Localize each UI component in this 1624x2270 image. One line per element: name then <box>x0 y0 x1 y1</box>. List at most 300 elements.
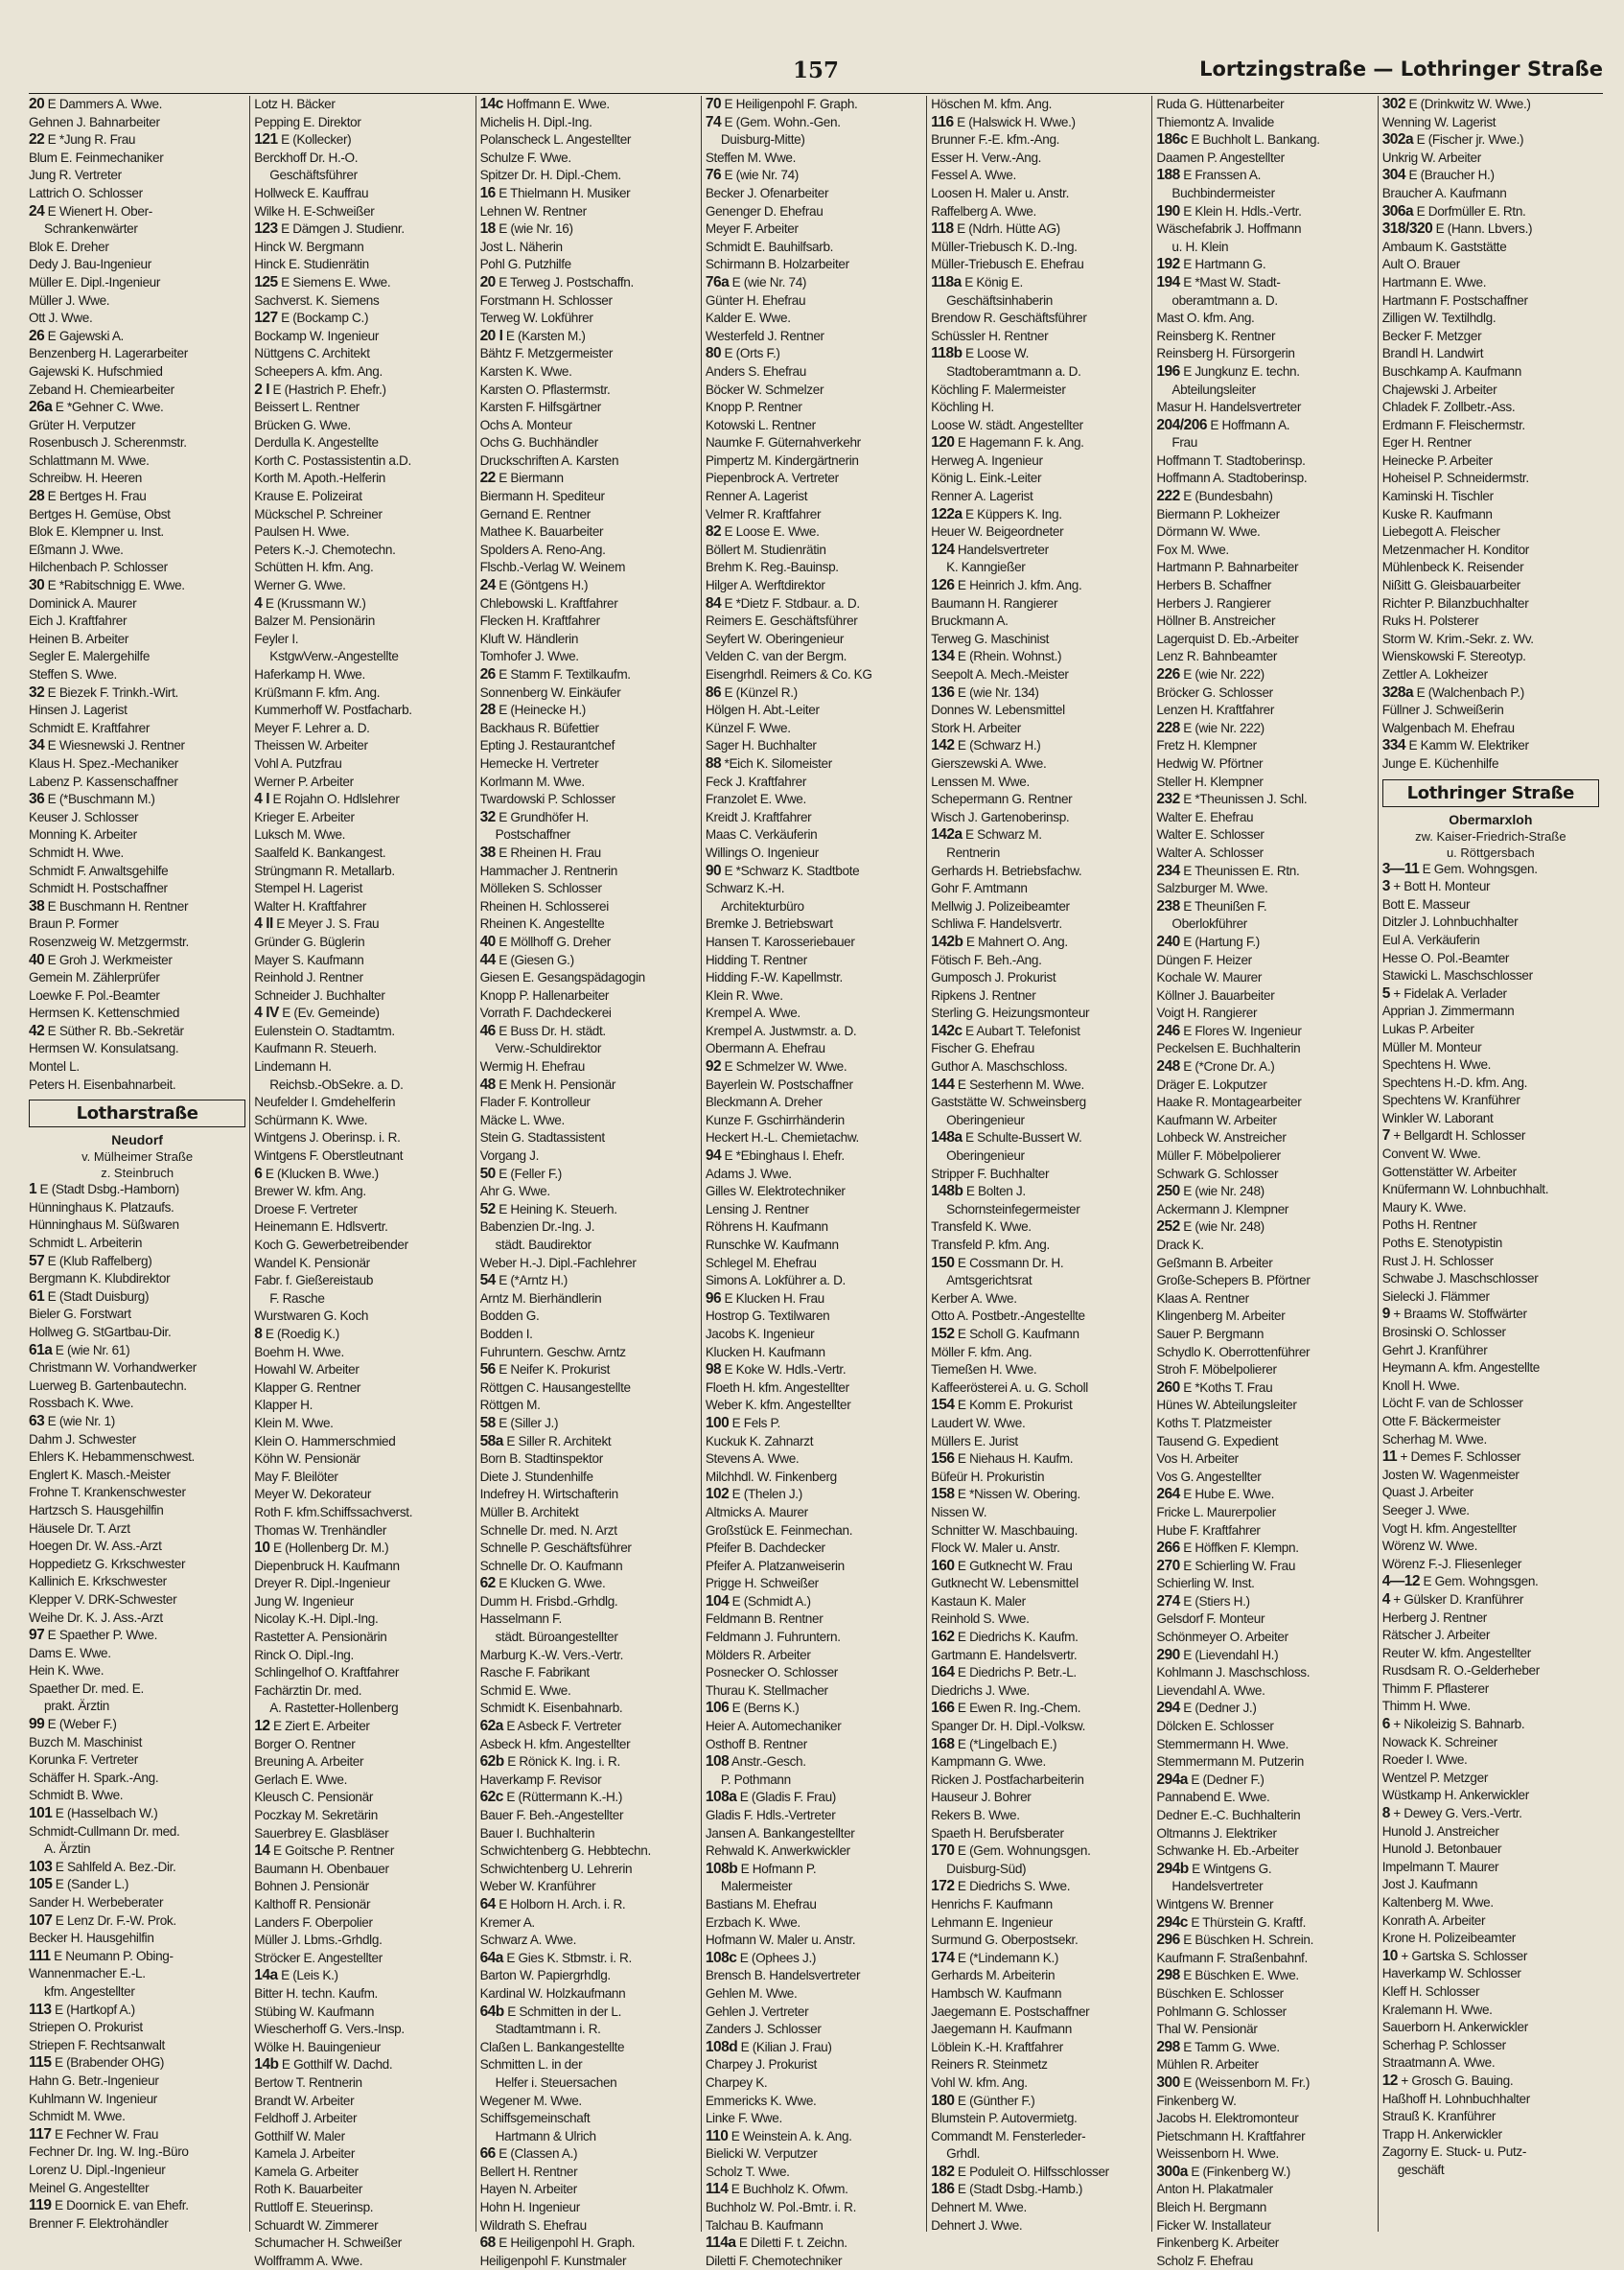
resident-entry <box>706 2021 922 2039</box>
entry-text: E *Ebinghaus I. Ehefr. <box>721 1148 845 1164</box>
entry-text: Lehnen W. Rentner <box>479 203 587 219</box>
entry-text: Hidding F.-W. Kapellmstr. <box>705 970 843 985</box>
resident-entry <box>480 1237 697 1255</box>
house-number: 122a <box>931 505 963 522</box>
entry-text: Hünes W. Abteilungsleiter <box>1156 1398 1297 1413</box>
house-number: 114a <box>705 2235 736 2252</box>
entry-text: Epting J. Restaurantchef <box>479 738 615 753</box>
resident-entry <box>29 1698 245 1716</box>
resident-entry <box>1382 1235 1599 1253</box>
entry-text: Bastians M. Ehefrau <box>705 1896 817 1911</box>
house-number: 180 <box>931 2092 955 2109</box>
directory-column <box>249 96 475 2268</box>
resident-entry <box>480 1522 697 1540</box>
resident-entry <box>706 1255 922 1273</box>
entry-text: Eulenstein O. Stadtamtm. <box>254 1023 395 1038</box>
resident-entry <box>1156 345 1373 363</box>
entry-text: E Biezek F. Trinkh.-Wirt. <box>44 684 178 700</box>
entry-text: Howahl W. Arbeiter <box>254 1362 360 1378</box>
resident-entry <box>480 1129 697 1147</box>
resident-entry <box>1156 1129 1373 1147</box>
entry-text: E (Gem. Wohn.-Gen. <box>721 114 841 129</box>
resident-entry <box>1382 1270 1599 1288</box>
entry-text: Surmund G. Oberpostsekr. <box>931 1933 1079 1948</box>
resident-entry <box>706 1112 922 1130</box>
house-number: 252 <box>1156 1218 1180 1236</box>
resident-entry <box>1156 150 1373 168</box>
entry-text: Weber W. Kranführer <box>479 1879 596 1894</box>
house-number: 119 <box>29 2197 52 2214</box>
resident-entry <box>480 2253 697 2270</box>
resident-entry <box>254 880 471 898</box>
house-number: 64 <box>479 1895 496 1912</box>
entry-text: E Heinrich J. kfm. Ang. <box>954 578 1082 593</box>
entry-text: Brenner F. Elektrohändler <box>29 2215 169 2231</box>
house-number: 142 <box>931 737 955 754</box>
resident-entry <box>706 1629 922 1647</box>
entry-text: Mückschel P. Schreiner <box>254 506 383 521</box>
house-entry <box>29 1342 245 1360</box>
resident-entry <box>254 1040 471 1058</box>
resident-entry <box>480 774 697 792</box>
entry-text: E König E. <box>961 274 1023 290</box>
entry-text: Unkrig W. Arbeiter <box>1381 150 1481 165</box>
entry-text: E Buchholz K. Ofwm. <box>728 2182 848 2197</box>
resident-entry <box>29 1983 245 2002</box>
resident-entry <box>480 1647 697 1665</box>
house-number: 186c <box>1156 131 1188 149</box>
resident-entry <box>480 684 697 703</box>
entry-text: E *Dietz F. Stdbaur. a. D. <box>721 595 860 611</box>
house-entry <box>29 131 245 150</box>
entry-text: Tausend G. Expedient <box>1156 1433 1279 1448</box>
directory-column <box>926 96 1151 2232</box>
house-number: 105 <box>29 1876 53 1893</box>
resident-entry <box>254 1789 471 1807</box>
entry-text: Kalthoff R. Pensionär <box>254 1896 371 1911</box>
house-entry <box>1156 363 1373 382</box>
entry-text: Charpey J. Prokurist <box>705 2057 817 2073</box>
entry-text: Schreibw. H. Heeren <box>29 471 143 486</box>
entry-text: E (Stadt Duisburg) <box>44 1288 150 1304</box>
entry-text: Schmidt F. Anwaltsgehilfe <box>29 863 169 878</box>
entry-text: Rehwald K. Anwerkwickler <box>705 1843 850 1859</box>
resident-entry <box>1382 1395 1599 1413</box>
entry-text: Buzch M. Maschinist <box>29 1734 142 1749</box>
resident-entry <box>706 952 922 970</box>
resident-entry <box>254 2021 471 2039</box>
resident-entry <box>480 755 697 774</box>
house-entry <box>931 826 1148 845</box>
resident-entry <box>706 1842 922 1861</box>
entry-text: E (wie Nr. 74) <box>721 168 799 183</box>
house-number: 12 <box>254 1718 270 1735</box>
house-number: 222 <box>1156 488 1180 505</box>
entry-text: Rusdsam R. O.-Gelderheber <box>1381 1663 1540 1679</box>
house-number: 36 <box>29 791 45 808</box>
entry-text: + Demes F. Schlosser <box>1397 1449 1521 1465</box>
house-entry <box>706 1415 922 1433</box>
entry-text: Böcker W. Schmelzer <box>705 382 824 397</box>
house-number: 296 <box>1156 1932 1180 1949</box>
entry-text: Gehlen J. Vertreter <box>705 2004 809 2019</box>
house-number: 11 <box>1381 1448 1398 1466</box>
resident-entry <box>480 2217 697 2235</box>
house-number: 186 <box>931 2181 955 2198</box>
resident-entry <box>706 934 922 952</box>
entry-text: Finkenberg W. <box>1156 2093 1237 2108</box>
entry-text: Ochs A. Monteur <box>479 417 572 432</box>
resident-entry <box>931 666 1148 684</box>
resident-entry <box>29 1359 245 1378</box>
resident-entry <box>1156 523 1373 542</box>
entry-text: Hahn G. Betr.-Ingenieur <box>29 2073 159 2088</box>
entry-text: Posnecker O. Schlosser <box>705 1665 838 1680</box>
entry-text: Gemein M. Zählerprüfer <box>29 970 160 985</box>
entry-text: Ochs G. Buchhändler <box>479 435 598 451</box>
entry-text: Scholz F. Ehefrau <box>1156 2253 1253 2268</box>
house-number: 46 <box>479 1022 496 1039</box>
entry-text: Chlebowski L. Kraftfahrer <box>479 595 618 611</box>
resident-entry <box>480 1147 697 1166</box>
resident-entry <box>480 1842 697 1861</box>
resident-entry <box>480 1290 697 1309</box>
resident-entry <box>706 185 922 203</box>
house-number: 70 <box>705 96 722 112</box>
house-number: 62c <box>479 1789 503 1806</box>
resident-entry <box>29 382 245 400</box>
entry-text: E (Hann. Lbvers.) <box>1432 221 1533 237</box>
house-number: 120 <box>931 434 955 452</box>
entry-text: Brücken G. Wwe. <box>254 417 351 432</box>
house-number: 74 <box>705 113 722 130</box>
resident-entry <box>254 1914 471 1933</box>
house-number: 99 <box>29 1716 45 1733</box>
entry-text: Jansen A. Bankangestellter <box>705 1825 855 1841</box>
house-entry <box>1382 96 1599 114</box>
entry-text: Herbers J. Rangierer <box>1156 595 1271 611</box>
entry-text: Mathee K. Bauarbeiter <box>479 524 604 540</box>
directory-column <box>476 96 701 2268</box>
house-entry <box>254 595 471 614</box>
house-number: 48 <box>479 1076 496 1093</box>
entry-text: Heinecke P. Arbeiter <box>1381 452 1493 468</box>
entry-text: Hoffmann A. Stadtoberinsp. <box>1156 471 1308 486</box>
resident-entry <box>480 256 697 274</box>
resident-entry <box>1156 1326 1373 1344</box>
entry-text: Höschen M. kfm. Ang. <box>931 97 1053 111</box>
resident-entry <box>254 1023 471 1041</box>
resident-entry <box>29 2143 245 2162</box>
resident-entry <box>931 1896 1148 1914</box>
resident-entry <box>29 595 245 614</box>
resident-entry <box>1382 720 1599 738</box>
house-entry <box>29 1912 245 1931</box>
house-number: 76a <box>705 273 730 290</box>
house-number: 80 <box>705 345 722 362</box>
entry-text: oberamtmann a. D. <box>1172 292 1278 308</box>
entry-text: E (wie Nr. 1) <box>44 1413 115 1428</box>
resident-entry <box>931 1610 1148 1629</box>
resident-entry <box>1156 648 1373 666</box>
entry-text: Stadtoberamtmann a. D. <box>946 363 1081 379</box>
entry-text: Schmidt H. Wwe. <box>29 845 124 860</box>
entry-text: Striepen O. Prokurist <box>29 2020 143 2035</box>
entry-text: Gerhards M. Arbeiterin <box>931 1968 1056 1983</box>
street-heading: Lothringer Straße <box>1382 779 1599 807</box>
entry-text: Bauer F. Beh.-Angestellter <box>479 1808 624 1822</box>
entry-text: Nissen W. <box>931 1504 987 1519</box>
entry-text: + Nikoleizig S. Bahnarb. <box>1389 1717 1525 1732</box>
resident-entry <box>706 1718 922 1736</box>
resident-entry <box>706 809 922 827</box>
entry-text: Hein K. Wwe. <box>29 1663 104 1679</box>
entry-text: Füllner J. Schweißerin <box>1381 703 1504 718</box>
house-entry <box>1156 1932 1373 1950</box>
resident-entry <box>254 1237 471 1255</box>
resident-entry <box>254 755 471 774</box>
resident-entry <box>254 648 471 666</box>
resident-entry <box>1382 1983 1599 2002</box>
house-entry <box>706 1861 922 1879</box>
entry-text: E (wie Nr. 61) <box>52 1342 130 1357</box>
entry-text: Polanscheck L. Angestellter <box>479 132 632 148</box>
entry-text: Braucher A. Kaufmann <box>1381 185 1507 200</box>
house-number: 192 <box>1156 256 1180 273</box>
entry-text: Pohlmann G. Schlosser <box>1156 2004 1287 2019</box>
entry-text: Krieger E. Arbeiter <box>254 809 355 824</box>
directory-column <box>701 96 926 2268</box>
resident-entry <box>1382 1787 1599 1805</box>
resident-entry <box>480 1058 697 1077</box>
entry-text: Wienskowski F. Stereotyp. <box>1381 649 1526 664</box>
resident-entry <box>480 131 697 150</box>
resident-entry <box>480 1967 697 1985</box>
entry-text: Bähtz F. Metzgermeister <box>479 346 614 361</box>
entry-text: Hube F. Kraftfahrer <box>1156 1522 1261 1538</box>
entry-text: E Klucken G. Wwe. <box>495 1576 606 1591</box>
resident-entry <box>480 434 697 452</box>
resident-entry <box>706 328 922 346</box>
street-range-note: v. Mülheimer Straße <box>81 1149 194 1165</box>
house-number: 1 <box>29 1181 37 1198</box>
entry-text: Hartmann F. Postschaffner <box>1381 292 1528 308</box>
resident-entry <box>931 131 1148 150</box>
resident-entry <box>480 1985 697 2004</box>
resident-entry <box>29 826 245 845</box>
resident-entry <box>1156 577 1373 595</box>
resident-entry <box>29 863 245 881</box>
entry-text: Englert K. Masch.-Meister <box>29 1467 171 1482</box>
entry-text: Lenzen H. Kraftfahrer <box>1156 703 1275 718</box>
entry-text: P. Pothmann <box>720 1772 791 1787</box>
resident-entry <box>706 845 922 863</box>
entry-text: Feldmann J. Fuhruntern. <box>705 1630 841 1645</box>
entry-text: Kaufmann F. Straßenbahnf. <box>1156 1950 1308 1965</box>
entry-text: Wintgens J. Oberinsp. i. R. <box>254 1130 401 1146</box>
house-number: 56 <box>479 1361 496 1378</box>
entry-text: E Dammers A. Wwe. <box>44 97 163 111</box>
entry-text: Dumm H. Frisbd.-Grhdlg. <box>479 1593 618 1609</box>
resident-entry <box>1156 1985 1373 2004</box>
resident-entry <box>480 363 697 382</box>
resident-entry <box>29 114 245 132</box>
resident-entry <box>29 345 245 363</box>
house-entry <box>706 1593 922 1611</box>
entry-text: Röttgen C. Hausangestellte <box>479 1379 631 1395</box>
entry-text: E Gajewski A. <box>44 328 124 343</box>
resident-entry <box>29 1734 245 1752</box>
entry-text: Masur H. Handelsvertreter <box>1156 400 1302 415</box>
entry-text: Ambaum K. Gaststätte <box>1381 239 1507 254</box>
entry-text: Flecken H. Kraftfahrer <box>479 614 600 629</box>
entry-text: Ditzler J. Lohnbuchhalter <box>1381 915 1519 930</box>
resident-entry <box>706 1647 922 1665</box>
resident-entry <box>1382 1876 1599 1894</box>
entry-text: E (Walchenbach P.) <box>1413 684 1524 700</box>
house-number: 108 <box>705 1753 730 1771</box>
house-entry <box>931 1950 1148 1968</box>
resident-entry <box>254 2199 471 2217</box>
house-entry <box>480 577 697 595</box>
resident-entry <box>706 1736 922 1754</box>
entry-text: *Eich K. Silomeister <box>721 755 832 771</box>
entry-text: E Dämgen J. Studienr. <box>277 221 405 237</box>
resident-entry <box>1156 470 1373 488</box>
entry-text: Winkler W. Laborant <box>1381 1110 1494 1125</box>
resident-entry <box>29 613 245 631</box>
resident-entry <box>1382 1431 1599 1449</box>
house-entry <box>931 1486 1148 1504</box>
entry-text: Segler E. Malergehilfe <box>29 649 151 664</box>
resident-entry <box>1156 220 1373 239</box>
resident-entry <box>706 2253 922 2270</box>
resident-entry <box>254 737 471 755</box>
resident-entry <box>29 809 245 827</box>
house-number: 3 <box>1381 878 1390 895</box>
entry-text: Müller F. Möbelpolierer <box>1156 1148 1281 1164</box>
entry-text: Kardinal W. Holzkaufmann <box>479 1985 626 2001</box>
entry-text: E (Kollecker) <box>277 132 352 148</box>
resident-entry <box>931 1932 1148 1950</box>
resident-entry <box>29 1770 245 1788</box>
resident-entry <box>29 1058 245 1077</box>
entry-text: E Cossmann Dr. H. <box>954 1255 1064 1270</box>
entry-text: E (Bockamp C.) <box>277 311 369 326</box>
entry-text: Nüttgens C. Architekt <box>254 346 370 361</box>
house-entry <box>1382 1573 1599 1591</box>
entry-text: Flschb.-Verlag W. Weinem <box>479 560 626 575</box>
entry-text: Eich J. Kraftfahrer <box>29 614 128 629</box>
house-entry <box>1156 1218 1373 1237</box>
entry-text: E Bertges H. Frau <box>44 489 147 504</box>
resident-entry <box>931 1040 1148 1058</box>
entry-text: kfm. Angestellter <box>44 1983 135 1999</box>
resident-entry <box>29 559 245 577</box>
resident-entry <box>1156 1237 1373 1255</box>
resident-entry <box>1156 809 1373 827</box>
resident-entry <box>254 1985 471 2004</box>
entry-text: Rheinen K. Angestellte <box>479 916 605 932</box>
entry-text: Werner P. Arbeiter <box>254 774 354 789</box>
resident-entry <box>1382 1181 1599 1199</box>
resident-entry <box>480 1878 697 1896</box>
entry-text: E Sesterhenn M. Wwe. <box>954 1077 1084 1092</box>
entry-text: Talchau B. Kaufmann <box>705 2217 824 2233</box>
house-entry <box>254 1166 471 1184</box>
entry-text: E Büschken E. Wwe. <box>1179 1968 1299 1983</box>
house-entry <box>480 1272 697 1290</box>
entry-text: Schydlo K. Oberrottenführer <box>1156 1344 1311 1359</box>
entry-text: Tiemeßen H. Wwe. <box>931 1362 1037 1378</box>
resident-entry <box>706 1166 922 1184</box>
entry-text: E (Bundesbahn) <box>1179 489 1273 504</box>
resident-entry <box>706 791 922 809</box>
entry-text: Hinck E. Studienrätin <box>254 257 369 272</box>
entry-text: Eul A. Verkäuferin <box>1381 932 1480 947</box>
house-entry <box>1156 1058 1373 1077</box>
resident-entry <box>29 648 245 666</box>
resident-entry <box>29 1199 245 1217</box>
entry-text: Droese F. Vertreter <box>254 1201 358 1216</box>
house-number: 98 <box>705 1361 722 1378</box>
entry-text: Heinen B. Arbeiter <box>29 631 129 646</box>
resident-entry <box>931 1166 1148 1184</box>
entry-text: Klein M. Wwe. <box>254 1415 334 1430</box>
entry-text: Prigge H. Schweißer <box>705 1576 819 1591</box>
resident-entry <box>706 1878 922 1896</box>
entry-text: Gottenstätter W. Arbeiter <box>1381 1164 1517 1179</box>
resident-entry <box>931 755 1148 774</box>
house-entry <box>480 220 697 239</box>
house-number: 108a <box>705 1789 737 1806</box>
resident-entry <box>1382 1520 1599 1539</box>
entry-text: E (Brabender OHG) <box>51 2055 165 2071</box>
resident-entry <box>480 1504 697 1522</box>
house-entry <box>706 2235 922 2253</box>
entry-text: Hoheisel P. Schneidermstr. <box>1381 471 1529 486</box>
entry-text: Braun P. Former <box>29 916 119 932</box>
entry-text: E Lenz Dr. F.-W. Prok. <box>52 1912 176 1928</box>
entry-text: Werner G. Wwe. <box>254 578 346 593</box>
entry-text: Kuske R. Kaufmann <box>1381 506 1493 521</box>
resident-entry <box>254 239 471 257</box>
house-entry <box>254 382 471 400</box>
entry-text: Bitter H. techn. Kaufm. <box>254 1985 378 2001</box>
house-number: 270 <box>1156 1557 1180 1574</box>
entry-text: E (Stadt Dsbg.-Hamb.) <box>954 2182 1083 2197</box>
house-number: 123 <box>254 220 278 238</box>
entry-text: Feldhoff J. Arbeiter <box>254 2111 358 2126</box>
resident-entry <box>1382 523 1599 542</box>
entry-text: E (Siller J.) <box>495 1415 559 1430</box>
entry-text: Spanger Dr. H. Dipl.-Volksw. <box>931 1719 1086 1734</box>
resident-entry <box>1382 2162 1599 2180</box>
resident-entry <box>29 2215 245 2234</box>
entry-text: Piepenbrock A. Vertreter <box>705 471 839 486</box>
resident-entry <box>1382 1484 1599 1502</box>
entry-text: Ackermann J. Klempner <box>1156 1201 1289 1216</box>
resident-entry <box>1382 310 1599 328</box>
entry-text: Borger O. Rentner <box>254 1736 356 1751</box>
resident-entry <box>29 1680 245 1699</box>
resident-entry <box>1382 1216 1599 1235</box>
street-range-note: zw. Kaiser-Friedrich-Straße <box>1415 828 1566 844</box>
entry-text: Voigt H. Rangierer <box>1156 1006 1258 1021</box>
entry-text: E Franssen A. <box>1179 168 1262 183</box>
entry-text: Rosenbusch J. Scherenmstr. <box>29 435 187 451</box>
entry-text: E (*Buschmann M.) <box>44 792 155 807</box>
